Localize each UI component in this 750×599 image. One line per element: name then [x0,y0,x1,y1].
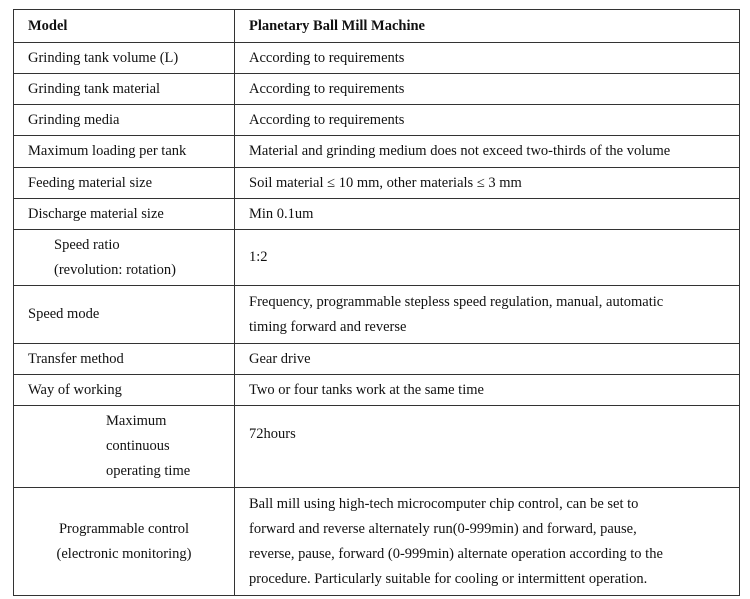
row-value: According to requirements [235,74,740,105]
row-value: 72hours [235,406,740,488]
row-label: Grinding tank volume (L) [14,43,235,74]
table-row [14,375,740,406]
table-row [14,286,740,344]
table-row [14,105,740,136]
row-label: Maximum loading per tank [14,136,235,168]
row-label: Feeding material size [14,168,235,199]
row-label: Speed mode [14,286,235,344]
table-row [14,230,740,286]
row-label-line: Programmable control [58,520,190,537]
row-value: Two or four tanks work at the same time [235,375,740,406]
row-label-line: Maximum [106,413,167,429]
header-product-name: Planetary Ball Mill Machine [235,10,740,43]
table-row [14,488,740,596]
row-value: Gear drive [235,344,740,375]
table-row [14,74,740,105]
table-header-row [14,10,740,43]
row-value-line: forward and reverse alternately run(0-999min) and forward, pause, [249,520,637,537]
row-value: Min 0.1um [235,199,740,230]
table-row [14,344,740,375]
row-value: According to requirements [235,105,740,136]
row-value-line: Frequency, programmable stepless speed regulation, manual, automatic [249,293,664,310]
row-value-line: timing forward and reverse [249,318,407,335]
row-value-line: procedure. Particularly suitable for cooling or intermittent operation. [249,570,648,587]
row-value: Material and grinding medium does not exceed two-thirds of the volume [235,136,740,168]
row-value: Soil material ≤ 10 mm, other materials ≤ 3 mm [235,168,740,199]
row-value [235,286,740,344]
row-label [14,488,235,596]
row-label [14,230,235,286]
row-value-line: Ball mill using high-tech microcomputer chip control, can be set to [249,495,639,512]
row-label-line: continuous [106,438,170,454]
row-label-line: operating time [106,463,191,479]
spec-table [13,9,740,596]
header-model: Model [14,10,235,43]
row-value-line: reverse, pause, forward (0-999min) alternate operation according to the [249,545,663,562]
row-label-line: (revolution: rotation) [54,261,177,278]
table-row [14,406,740,488]
row-label [14,406,235,488]
row-value: 1:2 [235,230,740,286]
row-value: According to requirements [235,43,740,74]
row-label-line: (electronic monitoring) [56,545,192,562]
table-row [14,43,740,74]
table-row [14,199,740,230]
row-label: Discharge material size [14,199,235,230]
row-label: Grinding media [14,105,235,136]
row-label: Grinding tank material [14,74,235,105]
row-label-line: Speed ratio [54,236,120,253]
row-label: Way of working [14,375,235,406]
row-label: Transfer method [14,344,235,375]
table-row [14,136,740,168]
row-value [235,488,740,596]
table-row [14,168,740,199]
